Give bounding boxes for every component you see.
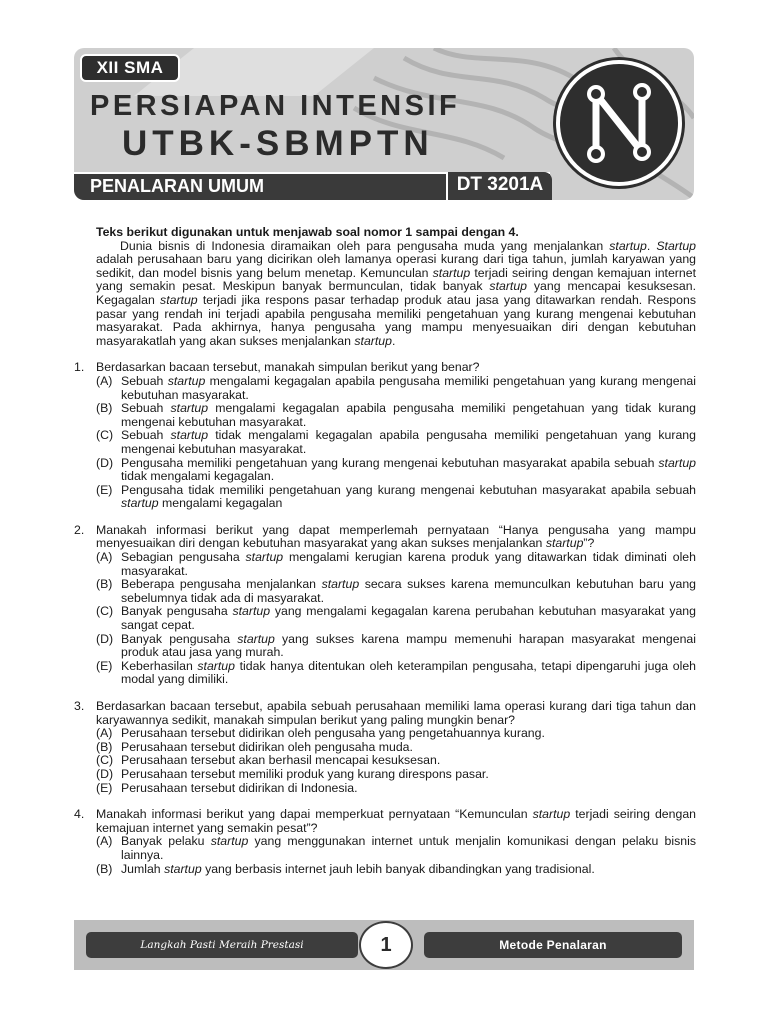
page-number: 1: [359, 921, 413, 969]
intro-title: Teks berikut digunakan untuk menjawab soal nomor 1 sampai dengan 4.: [96, 225, 519, 239]
option-text: Sebuah startup mengalami kegagalan apabila pengusaha memiliki pengetahuan yang tidak kurang mengenai kebutuhan masyarakat.: [121, 401, 696, 429]
footer-tagline: Langkah Pasti Meraih Prestasi: [86, 932, 358, 958]
option-text: Banyak pengusaha startup yang sukses karena mampu memenuhi harapan masyarakat mengenai produk atau jasa yang murah.: [121, 631, 696, 660]
answer-option: [96, 660, 696, 687]
answer-option: [96, 863, 696, 877]
option-letter: (C): [96, 428, 114, 443]
option-text: Banyak pelaku startup yang menggunakan internet untuk menjalin komunikasi dengan pelaku bisnis lainnya.: [121, 834, 696, 862]
option-letter: (D): [96, 631, 114, 646]
question-1: [74, 361, 696, 511]
option-letter: (C): [96, 604, 114, 619]
option-letter: (B): [96, 739, 113, 754]
option-text: Sebuah startup mengalami kegagalan apabila pengusaha memiliki pengetahuan yang kurang mengenai kebutuhan masyarakat.: [121, 373, 696, 402]
subject-label: PENALARAN UMUM: [90, 176, 264, 196]
answer-option: [96, 457, 696, 484]
answer-option: [96, 727, 696, 741]
answer-option: [96, 375, 696, 402]
option-letter: (A): [96, 726, 113, 741]
option-text: Banyak pengusaha startup yang mengalami kegagalan karena perubahan kebutuhan masyarakat yang sangat cepat.: [121, 604, 696, 633]
option-text: Beberapa pengusaha menjalankan startup secara sukses karena memunculkan kebutuhan baru yang sebelumnya tidak ada di masyarakat.: [121, 577, 697, 605]
answer-option: [96, 835, 696, 862]
option-letter: (D): [96, 766, 114, 781]
option-text: Sebagian pengusaha startup mengalami kerugian karena produk yang ditawarkan tidak diminati oleh masyarakat.: [121, 550, 696, 578]
question-number: 3.: [74, 699, 85, 713]
option-letter: (A): [96, 834, 113, 849]
option-text: Pengusaha tidak memiliki pengetahuan yang kurang mengenai kebutuhan masyarakat apabila sebuah startup mengalami kegagalan: [121, 482, 696, 511]
class-badge: XII SMA: [80, 54, 180, 82]
option-letter: (E): [96, 482, 113, 497]
answer-option: [96, 741, 696, 755]
option-text: Perusahaan tersebut akan berhasil mencapai kesuksesan.: [121, 753, 441, 768]
answer-option: [96, 605, 696, 632]
footer-bar: [74, 920, 694, 970]
question-stem: Manakah informasi berikut yang dapai memperkuat pernyataan “Kemunculan startup terjadi seiring dengan kemajuan internet yang semakin pesat”?: [96, 807, 697, 835]
option-text: Perusahaan tersebut didirikan di Indonesia.: [121, 780, 358, 795]
option-letter: (A): [96, 550, 113, 565]
option-text: Perusahaan tersebut didirikan oleh pengusaha yang pengetahuannya kurang.: [121, 726, 545, 741]
question-number: 2.: [74, 522, 85, 537]
question-number: 1.: [74, 360, 85, 375]
question-3: [74, 700, 696, 795]
option-letter: (E): [96, 780, 113, 795]
option-letter: (A): [96, 373, 113, 388]
reading-passage: Dunia bisnis di Indonesia diramaikan oleh para pengusaha muda yang menjalankan startup. Startup adalah perusahaan baru yang dicirikan oleh lamanya operasi kurang dari tiga tahun, jumlah karyawan yang sedikit, dan model bisnis yang belum menetap. Kemunculan startup terjadi seiring dengan kemajuan internet yang semakin pesat. Meskipun banyak bermunculan, tidak banyak startup yang mencapai kesuksesan. Kegagalan startup terjadi jika respons pasar terhadap produk atau jasa yang ditawarkan rendah. Respons pasar yang rendah ini terjadi apabila pengusaha memiliki pengetahuan yang kurang mengenai kebutuhan masyarakat. Pada akhirnya, hanya pengusaha yang mampu menyesuaikan diri dengan kebutuhan masyarakatlah yang akan sukses menjalankan startup.: [96, 238, 696, 348]
option-letter: (C): [96, 753, 114, 768]
question-stem: Manakah informasi berikut yang dapat memperlemah pernyataan “Hanya pengusaha yang mampu menyesuaikan diri dengan kebutuhan masyarakat yang akan sukses menjalankan startup”?: [96, 522, 696, 551]
answer-option: [96, 768, 696, 782]
option-letter: (B): [96, 577, 113, 592]
option-letter: (D): [96, 455, 114, 470]
option-text: Keberhasilan startup tidak hanya ditentukan oleh keterampilan pengusaha, tetapi dipengaruhi juga oleh modal yang dimiliki.: [121, 658, 696, 687]
question-2: [74, 524, 696, 687]
answer-option: [96, 782, 696, 796]
question-4: [74, 808, 696, 876]
option-text: Perusahaan tersebut memiliki produk yang kurang direspons pasar.: [121, 766, 489, 781]
header-banner: [74, 48, 694, 200]
document-code: DT 3201A: [446, 172, 552, 200]
title-line-1: PERSIAPAN INTENSIF: [90, 90, 461, 122]
question-stem: Berdasarkan bacaan tersebut, manakah simpulan berikut yang benar?: [96, 360, 480, 375]
n-circuit-logo-icon: [556, 60, 682, 186]
answer-option: [96, 551, 696, 578]
option-letter: (B): [96, 401, 113, 416]
answer-option: [96, 633, 696, 660]
answer-option: [96, 578, 696, 605]
title-line-2: UTBK-SBMPTN: [122, 124, 434, 163]
answer-option: [96, 429, 696, 456]
option-letter: (B): [96, 861, 113, 876]
document-body: [74, 226, 696, 876]
footer-section: Metode Penalaran: [424, 932, 682, 958]
question-stem: Berdasarkan bacaan tersebut, apabila sebuah perusahaan memiliki lama operasi kurang dari tiga tahun dan karyawannya sedikit, manakah simpulan berikut yang paling mungkin benar?: [96, 699, 696, 727]
option-text: Perusahaan tersebut didirikan oleh pengusaha muda.: [121, 739, 413, 754]
question-number: 4.: [74, 807, 85, 822]
option-text: Jumlah startup yang berbasis internet jauh lebih banyak dibandingkan yang tradisional.: [121, 861, 595, 876]
option-letter: (E): [96, 658, 113, 673]
answer-option: [96, 402, 696, 429]
answer-option: [96, 484, 696, 511]
question-list: [74, 361, 696, 876]
option-text: Sebuah startup tidak mengalami kegagalan apabila pengusaha memiliki pengetahuan yang kurang mengenai kebutuhan masyarakat.: [121, 428, 696, 456]
answer-option: [96, 754, 696, 768]
option-text: Pengusaha memiliki pengetahuan yang kurang mengenai kebutuhan masyarakat apabila sebuah startup tidak mengalami kegagalan.: [121, 455, 696, 484]
